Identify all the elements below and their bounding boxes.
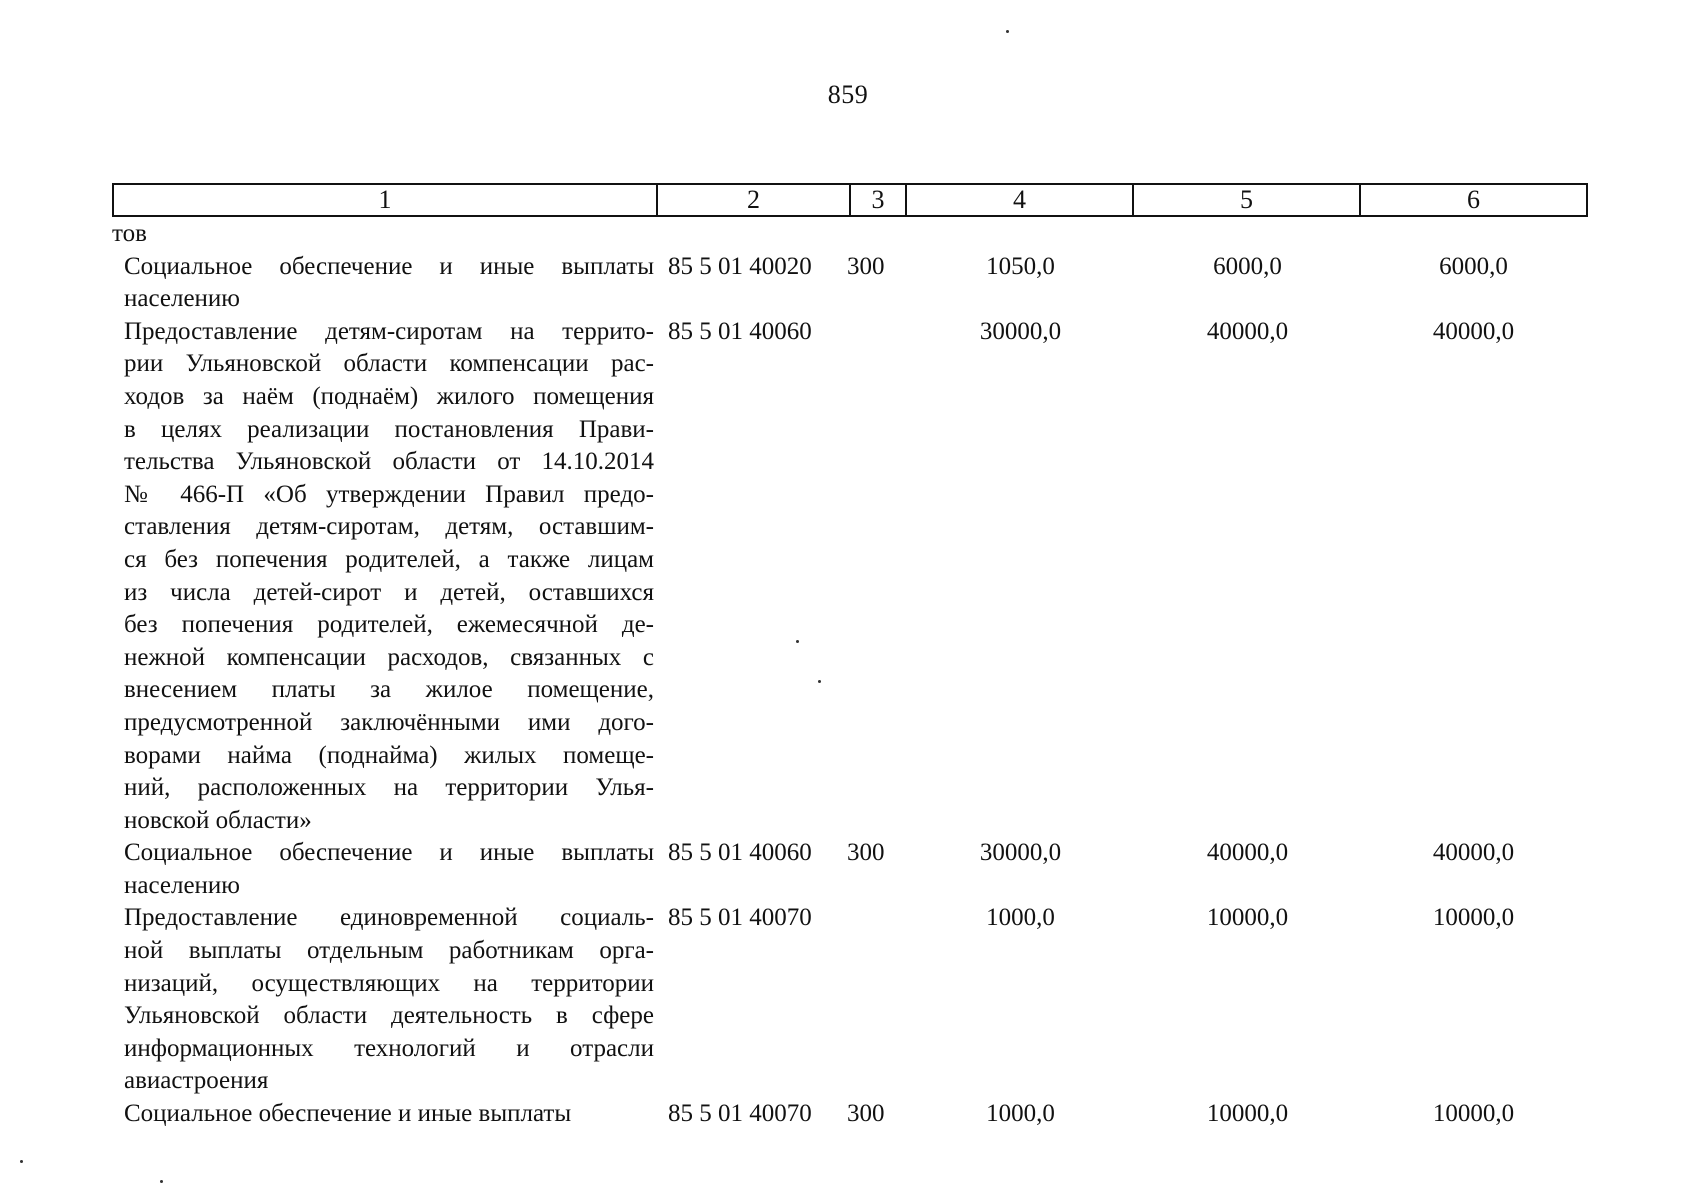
description-line: рии Ульяновской области компенсации рас- [124, 350, 654, 378]
row-code: 85 5 01 40070 [668, 1100, 812, 1128]
row-expense-type [843, 902, 907, 1098]
row-code: 85 5 01 40060 [668, 839, 812, 867]
description-line: в целях реализации постановления Прави- [124, 415, 654, 443]
description-line: предусмотренной заключёнными ими дого- [124, 708, 654, 736]
description-line: нежной компенсации расходов, связанных с [124, 643, 654, 671]
row-value-col6: 10000,0 [1432, 1100, 1515, 1128]
description-line: Ульяновской области деятельность в сфере [124, 1002, 654, 1030]
description-line: Социальное обеспечение и иные выплаты [124, 252, 654, 280]
description-line: ся без попечения родителей, а также лицам [124, 545, 654, 573]
description-line: авиастроения [124, 1067, 269, 1095]
description-line: Социальное обеспечение и иные выплаты [124, 839, 654, 867]
description-line: ворами найма (поднайма) жилых помеще- [124, 741, 654, 769]
row-value-col6: 10000,0 [1432, 904, 1515, 932]
column-header-5: 5 [1134, 185, 1361, 215]
description-line: тельства Ульяновской области от 14.10.2014 [124, 448, 654, 476]
column-header-2: 2 [658, 185, 851, 215]
row-code: 85 5 01 40070 [668, 904, 812, 932]
description-line: низаций, осуществляющих на территории [124, 969, 654, 997]
table-body [112, 218, 1588, 1131]
row-description [112, 316, 654, 838]
row-value-col6: 40000,0 [1432, 839, 1515, 867]
description-line: внесением платы за жилое помещение, [124, 676, 654, 704]
row-value-col4: 1000,0 [986, 1100, 1055, 1128]
row-value-col5: 6000,0 [1213, 252, 1282, 280]
table-header-row [112, 183, 1588, 217]
row-value-col4: 30000,0 [979, 317, 1062, 345]
column-header-1: 1 [114, 185, 658, 215]
description-line: новской области» [124, 806, 312, 834]
table-row [112, 1098, 1588, 1131]
description-line: ходов за наём (поднаём) жилого помещения [124, 382, 654, 410]
description-line: информационных технологий и отрасли [124, 1034, 654, 1062]
row-description [112, 902, 654, 1098]
row-value-col4: 1000,0 [986, 904, 1055, 932]
row-value-col6: 6000,0 [1439, 252, 1508, 280]
description-line: без попечения родителей, ежемесячной де- [124, 611, 654, 639]
table-row [112, 251, 1588, 316]
row-expense-type: 300 [847, 1100, 885, 1128]
row-description [112, 251, 654, 316]
description-line: ний, расположенных на территории Улья- [124, 774, 654, 802]
row-value-col6: 40000,0 [1432, 317, 1515, 345]
column-header-6: 6 [1467, 185, 1480, 214]
row-description [112, 837, 654, 902]
table-row [112, 837, 1588, 902]
row-expense-type [843, 316, 907, 838]
description-line: Предоставление единовременной социаль- [124, 904, 654, 932]
row-value-col5: 40000,0 [1206, 317, 1289, 345]
row-code: 85 5 01 40020 [668, 252, 812, 280]
row-expense-type: 300 [847, 252, 885, 280]
description-line: Предоставление детям-сиротам на террито- [124, 317, 654, 345]
continuation-row [112, 218, 1588, 251]
description-line: населению [124, 871, 240, 899]
row-value-col4: 1050,0 [986, 252, 1055, 280]
scan-speck [160, 1180, 163, 1183]
description-line: ставления детям-сиротам, детям, оставшим- [124, 513, 654, 541]
continuation-text: тов [112, 220, 147, 247]
column-header-3: 3 [851, 185, 907, 215]
row-code: 85 5 01 40060 [668, 317, 812, 345]
description-line: населению [124, 285, 240, 313]
row-value-col5: 10000,0 [1206, 904, 1289, 932]
table-row [112, 316, 1588, 838]
description-line: ной выплаты отдельным работникам орга- [124, 937, 654, 965]
row-value-col5: 40000,0 [1206, 839, 1289, 867]
description-line: из числа детей-сирот и детей, оставшихся [124, 578, 654, 606]
scan-speck [1006, 30, 1009, 33]
table-row [112, 902, 1588, 1098]
row-value-col5: 10000,0 [1206, 1100, 1289, 1128]
row-description [112, 1098, 654, 1131]
description-line: № 466-П «Об утверждении Правил предо- [124, 480, 654, 508]
page-number: 859 [827, 80, 869, 109]
description-line: Социальное обеспечение и иные выплаты [124, 1100, 572, 1128]
row-expense-type: 300 [847, 839, 885, 867]
column-header-4: 4 [907, 185, 1134, 215]
row-value-col4: 30000,0 [979, 839, 1062, 867]
scan-speck [20, 1160, 23, 1163]
